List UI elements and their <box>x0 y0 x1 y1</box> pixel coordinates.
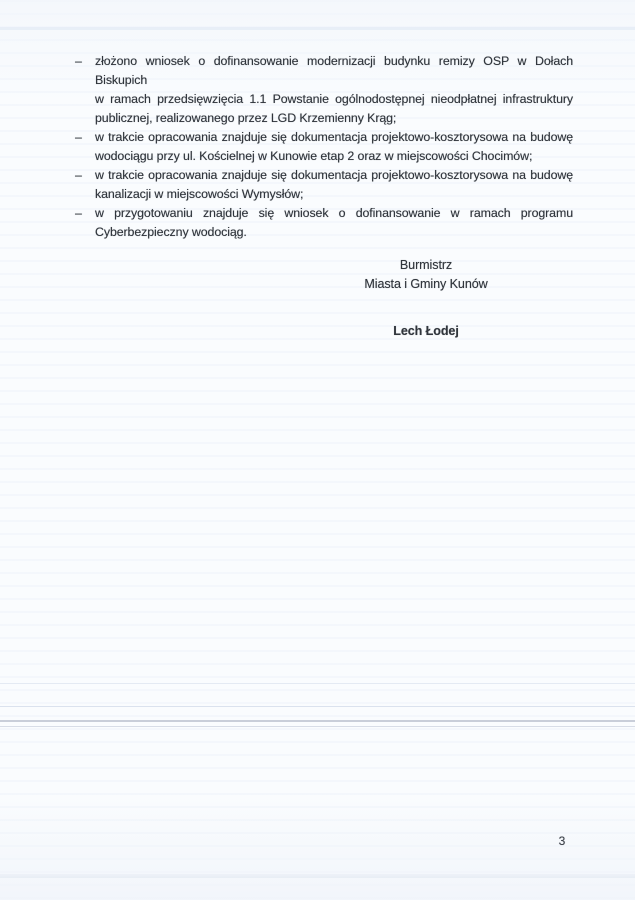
signature-organization: Miasta i Gminy Kunów <box>364 277 488 291</box>
scan-artifact-band <box>0 27 635 30</box>
bullet-text <box>95 128 573 166</box>
bullet-text <box>95 52 573 128</box>
list-item <box>75 204 573 242</box>
bullet-text <box>95 166 573 204</box>
scan-artifact-band <box>0 874 635 878</box>
bullet-dash-marker: – <box>75 130 82 144</box>
signature-name: Lech Łodej <box>393 324 459 338</box>
signature-block <box>308 256 544 341</box>
text-line: w trakcie opracowania znajduje się dokumentacja projektowo-kosztorysowa na budowę <box>95 168 573 182</box>
text-line: Cyberbezpieczny wodociąg. <box>95 225 247 239</box>
text-line: w trakcie opracowania znajduje się dokumentacja projektowo-kosztorysowa na budowę <box>95 130 573 144</box>
bullet-list <box>75 52 573 242</box>
scan-artifact-line <box>0 706 635 707</box>
text-line: złożono wniosek o dofinansowanie modernizacji budynku remizy OSP w Dołach Biskupich <box>95 54 573 87</box>
document-body <box>75 52 573 242</box>
list-item <box>75 166 573 204</box>
text-line: kanalizacji w miejscowości Wymysłów; <box>95 187 304 201</box>
bullet-text <box>95 204 573 242</box>
text-line: w przygotowaniu znajduje się wniosek o dofinansowanie w ramach programu <box>95 206 573 220</box>
bullet-dash-marker: – <box>75 54 82 68</box>
text-line: w ramach przedsięwzięcia 1.1 Powstanie ogólnodostępnej nieodpłatnej infrastruktury <box>95 92 573 106</box>
list-item <box>75 128 573 166</box>
page-number: 3 <box>558 834 566 848</box>
bullet-dash-marker: – <box>75 206 82 220</box>
text-line: publicznej, realizowanego przez LGD Krzemienny Krąg; <box>95 111 397 125</box>
scan-artifact-line <box>0 720 635 722</box>
text-line: wodociągu przy ul. Kościelnej w Kunowie etap 2 oraz w miejscowości Chocimów; <box>95 149 533 163</box>
scan-artifact-line <box>0 726 635 727</box>
scan-artifact-line <box>0 683 635 684</box>
list-item <box>75 52 573 128</box>
signature-title: Burmistrz <box>399 258 453 272</box>
bullet-dash-marker: – <box>75 168 82 182</box>
